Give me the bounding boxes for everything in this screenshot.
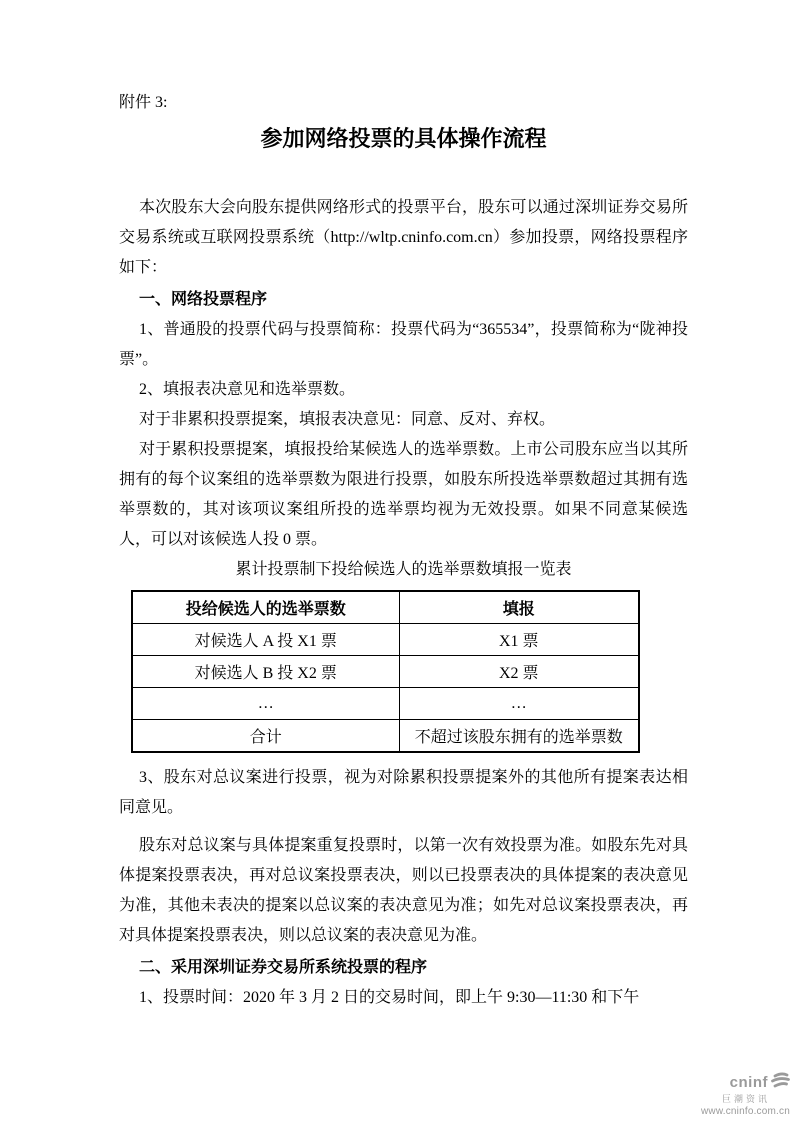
table-cell: …	[132, 688, 399, 720]
paragraph-general-proposal: 3、股东对总议案进行投票，视为对除累积投票提案外的其他所有提案表达相同意见。	[119, 769, 688, 816]
table-caption: 累计投票制下投给候选人的选举票数填报一览表	[235, 561, 572, 578]
table-header-cell: 填报	[399, 591, 639, 624]
paragraph-duplicate-vote: 股东对总议案与具体提案重复投票时，以第一次有效投票为准。如股东先对具体提案投票表决，再对总议案投票表决，则以已投票表决的具体提案的表决意见为准，其他未表决的提案以总议案的表决意见为准；如先对总议案投票表决，再对具体提案投票表决，则以总议案的表决意见为准。	[119, 837, 688, 944]
cninfo-brand-text: cninf	[729, 1074, 768, 1091]
table-cell: 不超过该股东拥有的选举票数	[399, 720, 639, 753]
cninfo-logo	[680, 1072, 790, 1117]
intro-paragraph: 本次股东大会向股东提供网络形式的投票平台，股东可以通过深圳证券交易所交易系统或互联网投票系统（http://wltp.cninfo.com.cn）参加投票，网络投票程序如下：	[119, 199, 688, 276]
table-header-cell: 投给候选人的选举票数	[132, 591, 399, 624]
table-row	[132, 720, 639, 753]
cninfo-swirl-icon	[770, 1072, 790, 1093]
table-row	[132, 656, 639, 688]
page-title: 参加网络投票的具体操作流程	[260, 126, 547, 151]
table-cell: 对候选人 A 投 X1 票	[132, 624, 399, 656]
cninfo-chinese-name: 巨潮资讯	[721, 1094, 770, 1104]
table-cell: X2 票	[399, 656, 639, 688]
table-cell: 对候选人 B 投 X2 票	[132, 656, 399, 688]
paragraph-vote-code: 1、普通股的投票代码与投票简称：投票代码为“365534”，投票简称为“陇神投票”。	[119, 321, 688, 368]
table-cell: …	[399, 688, 639, 720]
paragraph-vote-time: 1、投票时间：2020 年 3 月 2 日的交易时间，即上午 9:30—11:30 和下午	[139, 989, 640, 1006]
vote-count-table	[131, 590, 640, 753]
table-row	[132, 624, 639, 656]
paragraph-fill-opinion: 2、填报表决意见和选举票数。	[139, 381, 356, 398]
table-cell: X1 票	[399, 624, 639, 656]
table-row	[132, 688, 639, 720]
section-1-heading: 一、网络投票程序	[139, 291, 268, 308]
table-cell: 合计	[132, 720, 399, 753]
cninfo-url: www.cninfo.com.cn	[701, 1106, 790, 1117]
paragraph-non-cumulative: 对于非累积投票提案，填报表决意见：同意、反对、弃权。	[139, 411, 556, 428]
table-header-row	[132, 591, 639, 624]
attachment-label: 附件 3:	[119, 94, 168, 111]
section-2-heading: 二、采用深圳证券交易所系统投票的程序	[139, 959, 428, 976]
paragraph-cumulative: 对于累积投票提案，填报投给某候选人的选举票数。上市公司股东应当以其所拥有的每个议案组的选举票数为限进行投票，如股东所投选举票数超过其拥有选举票数的，其对该项议案组所投的选举票均视为无效投票。如果不同意某候选人，可以对该候选人投 0 票。	[119, 441, 688, 548]
